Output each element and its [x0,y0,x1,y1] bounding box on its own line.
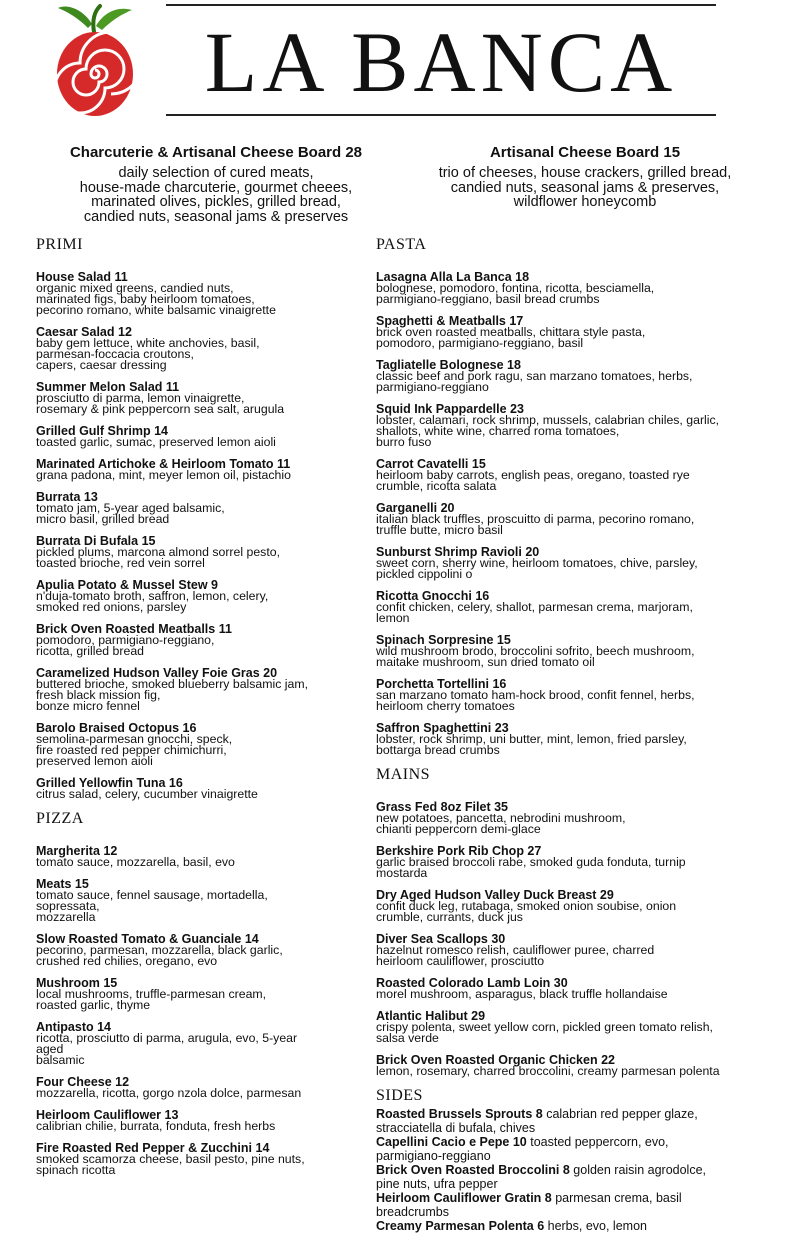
menu-item [376,315,772,349]
side-item [376,1163,772,1177]
menu-item [376,634,772,668]
menu-item [36,1021,358,1066]
item-description: bonze micro fennel [36,699,140,713]
item-description: toasted garlic, sumac, preserved lemon aioli [36,435,276,449]
side-item [376,1135,772,1149]
charcuterie-board [30,144,402,224]
item-description: heirloom cauliflower, prosciutto [376,954,545,968]
item-description: pickled cippolini o [376,567,473,581]
menu-item [36,623,358,657]
item-description: garlic braised broccoli rabe, smoked guda fonduta, turnip [376,855,686,869]
side-name: Heirloom Cauliflower Gratin 8 [376,1191,552,1205]
item-name: Mushroom 15 [36,976,118,990]
item-description: tomato sauce, mozzarella, basil, evo [36,855,235,869]
board-description [400,166,770,210]
item-name: Grilled Yellowfin Tuna 16 [36,776,183,790]
item-name: Spaghetti & Meatballs 17 [376,314,524,328]
menu-item [36,777,358,800]
side-desc: toasted peppercorn, evo, [526,1135,669,1149]
menu-item [36,381,358,415]
side-name: Creamy Parmesan Polenta 6 [376,1219,545,1233]
menu-item [376,403,772,448]
item-description: classic beef and pork ragu, san marzano tomatoes, herbs, [376,369,693,383]
item-description: ricotta, grilled bread [36,644,144,658]
item-description: pecorino, parmesan, mozzarella, black garlic, [36,943,283,957]
item-description: aged [36,1042,64,1056]
item-description: chianti peppercorn demi-glace [376,822,541,836]
menu-item [376,933,772,967]
item-description: confit duck leg, rutabaga, smoked onion soubise, onion [376,899,677,913]
board-line: candied nuts, seasonal jams & preserves [83,208,349,225]
item-name: Atlantic Halibut 29 [376,1009,486,1023]
item-description: sopressata, [36,899,100,913]
menu-item [36,535,358,569]
item-description: crumble, ricotta salata [376,479,497,493]
left-column [36,236,358,1186]
menu-item [376,801,772,835]
item-description: crumble, currants, duck jus [376,910,523,924]
item-name: Tagliatelle Bolognese 18 [376,358,521,372]
item-name: Grass Fed 8oz Filet 35 [376,800,508,814]
board-line: marinated olives, pickles, grilled bread, [91,194,341,210]
item-description: semolina-parmesan gnocchi, speck, [36,732,233,746]
item-description: pecorino romano, white balsamic vinaigrette [36,303,276,317]
item-name: Grilled Gulf Shrimp 14 [36,424,168,438]
side-desc-cont: pine nuts, ufra pepper [376,1177,498,1191]
menu-item [376,1054,772,1077]
item-description: new potatoes, pancetta, nebrodini mushroom, [376,811,626,825]
mains-section [376,766,772,1077]
side-desc-cont: breadcrumbs [376,1205,449,1219]
item-description: truffle butte, micro basil [376,523,503,537]
item-description: maitake mushroom, sun dried tomato oil [376,655,595,669]
item-description: shallots, white wine, charred roma tomatoes, [376,424,620,438]
item-description: morel mushroom, asparagus, black truffle hollandaise [376,987,668,1001]
item-description: grana padona, mint, meyer lemon oil, pistachio [36,468,291,482]
item-description: pomodoro, parmigiano-reggiano, [36,633,215,647]
item-name: Barolo Braised Octopus 16 [36,721,197,735]
menu-item [376,458,772,492]
item-name: Diver Sea Scallops 30 [376,932,506,946]
item-description: spinach ricotta [36,1163,116,1177]
side-item [376,1191,772,1205]
item-description: crispy polenta, sweet yellow corn, pickled green tomato relish, [376,1020,713,1034]
menu-item [376,845,772,879]
item-description: lemon [376,611,410,625]
cheese-board [400,144,770,210]
section-title: MAINS [376,766,431,783]
item-name: Slow Roasted Tomato & Guanciale 14 [36,932,259,946]
primi-section [36,236,358,800]
item-name: Margherita 12 [36,844,118,858]
item-name: Roasted Colorado Lamb Loin 30 [376,976,568,990]
board-description [30,166,402,224]
section-title: PIZZA [36,810,84,827]
menu-item [376,271,772,305]
item-name: Fire Roasted Red Pepper & Zucchini 14 [36,1141,270,1155]
item-description: wild mushroom brodo, broccolini sofrito, beech mushroom, [376,644,695,658]
item-description: sweet corn, sherry wine, heirloom tomatoes, chive, parsley, [376,556,698,570]
side-name: Capellini Cacio e Pepe 10 [376,1135,527,1149]
item-description: brick oven roasted meatballs, chittara style pasta, [376,325,646,339]
side-name: Roasted Brussels Sprouts 8 [376,1107,543,1121]
item-description: lemon, rosemary, charred broccolini, creamy parmesan polenta [376,1064,720,1078]
item-name: Garganelli 20 [376,501,455,515]
item-name: Marinated Artichoke & Heirloom Tomato 11 [36,457,291,471]
menu-item [36,579,358,613]
section-title: PRIMI [36,236,83,253]
pasta-section [376,236,772,756]
menu-item [36,977,358,1011]
item-description: san marzano tomato ham-hock brood, confit fennel, herbs, [376,688,695,702]
side-desc-cont: stracciatella di bufala, chives [376,1121,536,1135]
item-description: burro fuso [376,435,432,449]
item-name: Lasagna Alla La Banca 18 [376,270,530,284]
item-description: micro basil, grilled bread [36,512,170,526]
board-line: house-made charcuterie, gourmet cheees, [79,179,353,196]
item-name: Brick Oven Roasted Organic Chicken 22 [376,1053,615,1067]
item-description: parmigiano-reggiano, basil bread crumbs [376,292,600,306]
restaurant-name: LA BANCA [204,14,678,110]
menu-item [36,458,358,481]
side-desc: calabrian red pepper glaze, [542,1107,698,1121]
item-description: ricotta, prosciutto di parma, arugula, evo, 5-year [36,1031,298,1045]
item-description: fresh black mission fig, [36,688,161,702]
item-description: marinated figs, baby heirloom tomatoes, [36,292,255,306]
item-description: preserved lemon aioli [36,754,153,768]
menu-item [376,977,772,1000]
item-name: Berkshire Pork Rib Chop 27 [376,844,542,858]
item-description: balsamic [36,1053,85,1067]
item-name: Carrot Cavatelli 15 [376,457,486,471]
right-column [376,236,772,1233]
item-description: hazelnut romesco relish, cauliflower puree, charred [376,943,655,957]
side-desc-cont: parmigiano-reggiano [376,1149,491,1163]
menu-item [36,933,358,967]
item-name: Four Cheese 12 [36,1075,130,1089]
menu-item [376,889,772,923]
brand-rule-top [166,4,716,6]
side-item [376,1219,772,1233]
item-description: salsa verde [376,1031,439,1045]
item-description: italian black truffles, proscuitto di parma, pecorino romano, [376,512,695,526]
item-description: prosciutto di parma, lemon vinaigrette, [36,391,245,405]
item-name: Antipasto 14 [36,1020,112,1034]
menu-item [36,667,358,712]
menu-item [376,359,772,393]
item-name: Meats 15 [36,877,89,891]
item-description: mostarda [376,866,428,880]
item-description: parmesan-foccacia croutons, [36,347,194,361]
item-description: heirloom cherry tomatoes [376,699,515,713]
item-description: smoked red onions, parsley [36,600,187,614]
menu-item [376,722,772,756]
item-description: parmigiano-reggiano [376,380,489,394]
menu-item [36,425,358,448]
tomato-spiral-icon [55,32,138,116]
item-description: pickled plums, marcona almond sorrel pesto, [36,545,280,559]
item-description: pomodoro, parmigiano-reggiano, basil [376,336,584,350]
sides-section [376,1087,772,1233]
item-name: Saffron Spaghettini 23 [376,721,509,735]
item-description: n'duja-tomato broth, saffron, lemon, celery, [36,589,269,603]
item-name: Burrata Di Bufala 15 [36,534,156,548]
item-name: Burrata 13 [36,490,98,504]
menu-item [36,1109,358,1132]
item-description: heirloom baby carrots, english peas, oregano, toasted rye [376,468,690,482]
menu-item [36,722,358,767]
item-description: lobster, calamari, rock shrimp, mussels, calabrian chiles, garlic, [376,413,720,427]
item-description: bottarga bread crumbs [376,743,500,757]
item-name: Porchetta Tortellini 16 [376,677,507,691]
menu-item [36,878,358,923]
board-title: Charcuterie & Artisanal Cheese Board 28 [69,144,363,161]
item-description: smoked scamorza cheese, basil pesto, pine nuts, [36,1152,305,1166]
item-name: Caramelized Hudson Valley Foie Gras 20 [36,666,278,680]
item-description: mozzarella [36,910,96,924]
item-description: toasted brioche, red vein sorrel [36,556,205,570]
menu-item [36,845,358,868]
item-name: Dry Aged Hudson Valley Duck Breast 29 [376,888,614,902]
board-title: Artisanal Cheese Board 15 [489,144,681,161]
board-line: daily selection of cured meats, [118,165,314,181]
item-name: Heirloom Cauliflower 13 [36,1108,179,1122]
item-description: calibrian chilie, burrata, fonduta, fresh herbs [36,1119,276,1133]
item-description: bolognese, pomodoro, fontina, ricotta, besciamella, [376,281,655,295]
menu-item [36,1142,358,1176]
item-name: Ricotta Gnocchi 16 [376,589,490,603]
side-desc: parmesan crema, basil [551,1191,682,1205]
section-title: PASTA [376,236,427,253]
tomato-leaf-icon [58,6,132,32]
side-desc: herbs, evo, lemon [544,1219,647,1233]
brand-rule-bottom [166,114,716,116]
item-description: lobster, rock shrimp, uni butter, mint, lemon, fried parsley, [376,732,687,746]
menu-item [36,1076,358,1099]
item-description: local mushrooms, truffle-parmesan cream, [36,987,267,1001]
board-line: trio of cheeses, house crackers, grilled bread, [438,165,732,181]
side-item [376,1107,772,1121]
item-description: rosemary & pink peppercorn sea salt, arugula [36,402,285,416]
item-description: tomato sauce, fennel sausage, mortadella, [36,888,268,902]
item-name: Summer Melon Salad 11 [36,380,180,394]
item-description: mozzarella, ricotta, gorgo nzola dolce, parmesan [36,1086,302,1100]
item-name: House Salad 11 [36,270,128,284]
item-description: crushed red chilies, oregano, evo [36,954,218,968]
menu-item [376,590,772,624]
menu-item [36,271,358,316]
menu-item [376,502,772,536]
item-description: fire roasted red pepper chimichurri, [36,743,227,757]
item-name: Spinach Sorpresine 15 [376,633,511,647]
item-name: Apulia Potato & Mussel Stew 9 [36,578,218,592]
menu-item [36,491,358,525]
menu-item [376,678,772,712]
item-description: buttered brioche, smoked blueberry balsamic jam, [36,677,309,691]
menu-item [376,546,772,580]
menu-item [36,326,358,371]
item-description: confit chicken, celery, shallot, parmesan crema, marjoram, [376,600,693,614]
pizza-section [36,810,358,1176]
item-name: Sunburst Shrimp Ravioli 20 [376,545,540,559]
menu-item [376,1010,772,1044]
item-description: tomato jam, 5-year aged balsamic, [36,501,225,515]
board-line: wildflower honeycomb [513,194,657,210]
side-desc: golden raisin agrodolce, [569,1163,707,1177]
item-name: Squid Ink Pappardelle 23 [376,402,524,416]
side-name: Brick Oven Roasted Broccolini 8 [376,1163,570,1177]
item-description: roasted garlic, thyme [36,998,151,1012]
item-description: capers, caesar dressing [36,358,167,372]
item-name: Brick Oven Roasted Meatballs 11 [36,622,232,636]
item-description: organic mixed greens, candied nuts, [36,281,234,295]
section-title: SIDES [376,1087,423,1104]
tomato-logo [52,2,138,120]
item-description: baby gem lettuce, white anchovies, basil, [36,336,260,350]
item-name: Caesar Salad 12 [36,325,132,339]
item-description: citrus salad, celery, cucumber vinaigrette [36,787,258,801]
board-line: candied nuts, seasonal jams & preserves, [450,179,720,196]
